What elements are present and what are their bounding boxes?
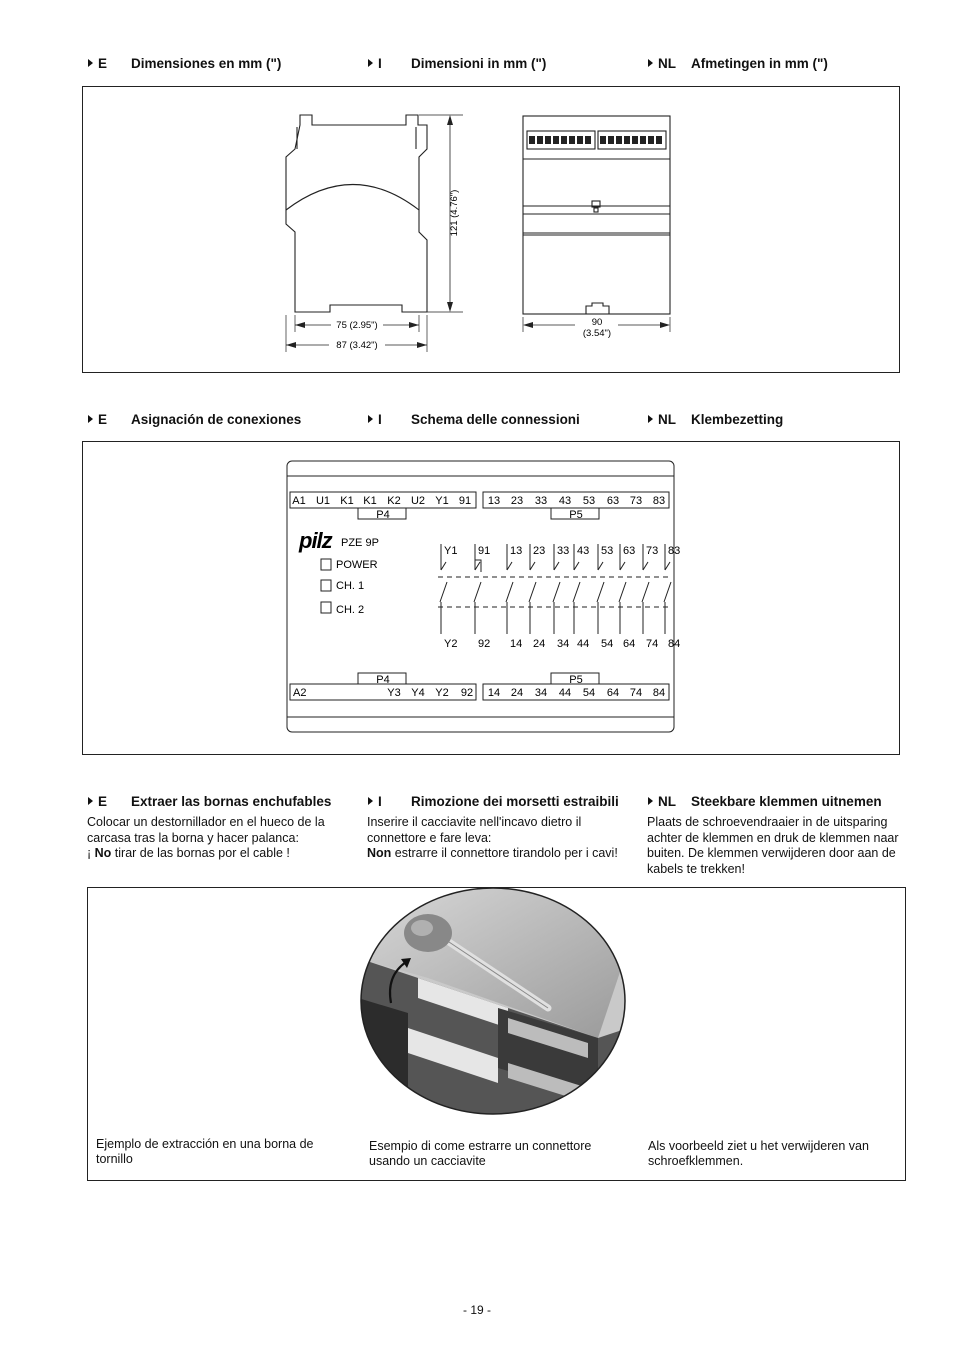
terminal-bottom-A2: A2 (293, 687, 307, 699)
contact-line (475, 562, 480, 570)
contact-bottom-24: 24 (533, 638, 546, 650)
p4-bottom-label: P4 (376, 674, 390, 686)
terminal-top-K1: K1 (363, 495, 377, 507)
arrow-icon (368, 59, 373, 67)
extraction-figure (87, 887, 906, 1181)
page-number: - 19 - (462, 1303, 491, 1317)
contact-top-53: 53 (601, 545, 614, 557)
instructions-i: Inserire il cacciavite nell'incavo dietro il connettore e fare leva: Non estrarre il connettore tirandolo per i cavi! (367, 815, 618, 860)
contact-top-33: 33 (557, 545, 570, 557)
contact-top-63: 63 (623, 545, 636, 557)
terminal-top-73: 73 (629, 495, 643, 507)
contact-bottom-84: 84 (668, 638, 681, 650)
arrow-icon (368, 797, 373, 805)
contact-top-83: 83 (668, 545, 681, 557)
contact-top-43: 43 (577, 545, 590, 557)
terminal-top-91: 91 (458, 495, 472, 507)
arrow-icon (648, 59, 653, 67)
terminal-bottom-24: 24 (510, 687, 524, 699)
contact-line (574, 562, 579, 570)
arrow-icon (368, 415, 373, 423)
front-view-outline (523, 116, 670, 314)
contact-bottom-74: 74 (646, 638, 659, 650)
terminal-bottom-Y4: Y4 (411, 687, 425, 699)
terminal-top-Y1: Y1 (435, 495, 449, 507)
dimensions-figure (82, 86, 900, 373)
contact-line (530, 562, 535, 570)
header-connections-e: E Asignación de conexiones (88, 412, 301, 427)
contact-line (529, 582, 536, 602)
terminal-bottom-74: 74 (629, 687, 643, 699)
contact-line (597, 582, 604, 602)
header-remove-e: E Extraer las bornas enchufables (88, 794, 331, 809)
width-87-label: 87 (3.42") (336, 340, 378, 351)
terminal-bottom-44: 44 (558, 687, 572, 699)
led-power-label: POWER (336, 559, 378, 571)
terminal-top-K2: K2 (387, 495, 401, 507)
arrow-icon (88, 797, 93, 805)
terminal-top-U1: U1 (315, 495, 331, 507)
instructions-nl: Plaats de schroevendraaier in de uitsparing achter de klemmen en druk de klemmen naar buiten. De klemmen verwijderen door aan de kabels te trekken! (647, 815, 899, 876)
contact-line (474, 582, 481, 602)
terminal-bottom-64: 64 (606, 687, 620, 699)
p5-bottom-label: P5 (569, 674, 583, 686)
contact-top-13: 13 (510, 545, 523, 557)
contact-bottom-92: 92 (478, 638, 491, 650)
terminal-bottom-14: 14 (487, 687, 501, 699)
arrow-icon (88, 415, 93, 423)
dimension-drawing (83, 87, 899, 372)
contact-top-23: 23 (533, 545, 546, 557)
contact-bottom-34: 34 (557, 638, 570, 650)
p5-top-label: P5 (569, 509, 583, 521)
terminal-bottom-84: 84 (652, 687, 666, 699)
header-remove-nl: NL Steekbare klemmen uitnemen (648, 794, 882, 809)
connection-figure (82, 441, 900, 755)
contact-line (665, 562, 670, 570)
contact-bottom-54: 54 (601, 638, 614, 650)
led-ch1-label: CH. 1 (336, 580, 365, 592)
header-remove-i: I Rimozione dei morsetti estraibili (368, 794, 619, 809)
p4-top-label: P4 (376, 509, 390, 521)
contact-bottom-14: 14 (510, 638, 523, 650)
terminal-top-13: 13 (487, 495, 501, 507)
contact-line (642, 582, 649, 602)
instructions-e: Colocar un destornillador en el hueco de la carcasa tras la borna y hacer palanca: ¡ No tirar de las bornas por el cable ! (87, 815, 325, 860)
depth-label: 90 (591, 317, 603, 328)
contact-top-91: 91 (478, 545, 491, 557)
contact-line (554, 562, 559, 570)
contact-bottom-Y2: Y2 (444, 638, 458, 650)
terminal-top-U2: U2 (410, 495, 426, 507)
terminal-top-83: 83 (652, 495, 666, 507)
header-dimensions-i: I Dimensioni in mm (") (368, 56, 546, 71)
header-dimensions-nl: NL Afmetingen in mm (") (648, 56, 828, 71)
width-75-label: 75 (2.95") (336, 320, 378, 331)
contact-line (620, 562, 625, 570)
contact-line (441, 562, 446, 570)
height-dimension-label: 121 (4.76") (449, 189, 460, 237)
terminal-bottom-92: 92 (460, 687, 474, 699)
contact-top-Y1: Y1 (444, 545, 458, 557)
depth-inch-label: (3.54") (582, 328, 612, 339)
contact-top-73: 73 (646, 545, 659, 557)
model-label: PZE 9P (341, 537, 379, 549)
terminal-top-53: 53 (582, 495, 596, 507)
contact-line (664, 582, 671, 602)
caption-nl: Als voorbeeld ziet u het verwijderen van schroefklemmen. (648, 1139, 869, 1168)
caption-e: Ejemplo de extracción en una borna de tornillo (96, 1137, 314, 1166)
arrow-icon (88, 59, 93, 67)
caption-i: Esempio di come estrarre un connettore usando un cacciavite (369, 1139, 592, 1168)
terminal-top-K1: K1 (340, 495, 354, 507)
terminal-bottom-Y3: Y3 (387, 687, 401, 699)
header-connections-i: I Schema delle connessioni (368, 412, 580, 427)
header-dimensions-e: E Dimensiones en mm (") (88, 56, 281, 71)
led-ch2-label: CH. 2 (336, 604, 365, 616)
arrow-icon (648, 415, 653, 423)
terminal-top-33: 33 (534, 495, 548, 507)
contact-line (440, 582, 447, 602)
contact-bottom-64: 64 (623, 638, 636, 650)
header-connections-nl: NL Klembezetting (648, 412, 783, 427)
pilz-logo: pilz (299, 528, 332, 553)
contact-line (643, 562, 648, 570)
contact-line (619, 582, 626, 602)
contact-line (553, 582, 560, 602)
terminal-bottom-54: 54 (582, 687, 596, 699)
terminal-top-63: 63 (606, 495, 620, 507)
contact-bottom-44: 44 (577, 638, 590, 650)
contact-line (507, 562, 512, 570)
contact-line (598, 562, 603, 570)
contact-line (573, 582, 580, 602)
terminal-top-23: 23 (510, 495, 524, 507)
side-view-outline (286, 115, 427, 312)
arrow-icon (648, 797, 653, 805)
terminal-bottom-34: 34 (534, 687, 548, 699)
terminal-bottom-Y2: Y2 (435, 687, 449, 699)
wiring-diagram (83, 442, 899, 754)
contact-line (506, 582, 513, 602)
terminal-top-43: 43 (558, 495, 572, 507)
terminal-top-A1: A1 (292, 495, 306, 507)
